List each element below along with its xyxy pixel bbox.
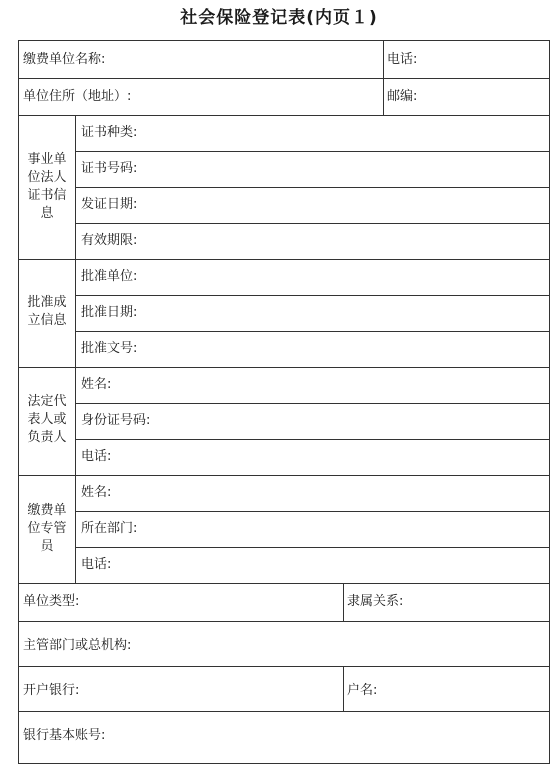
address-label: 单位住所（地址）:: [23, 89, 132, 104]
postcode-label: 邮编:: [387, 89, 418, 104]
registration-form: [18, 40, 550, 764]
approval-doc-label: 批准文号:: [81, 341, 138, 356]
account-name-label: 户名:: [347, 683, 378, 698]
validity-label: 有效期限:: [81, 233, 138, 248]
form-title: 社会保险登记表(内页１): [180, 8, 378, 28]
supervisor-label: 主管部门或总机构:: [23, 638, 132, 653]
cert-type-label: 证书种类:: [81, 125, 138, 140]
representative-group-label: 法定代表人或负责人: [27, 394, 67, 445]
affiliation-label: 隶属关系:: [347, 594, 404, 609]
unit-name-label: 缴费单位名称:: [23, 52, 106, 67]
approval-date-label: 批准日期:: [81, 305, 138, 320]
approval-unit-label: 批准单位:: [81, 269, 138, 284]
staff-phone-label: 电话:: [81, 557, 112, 572]
staff-group-label: 缴费单位专管员: [27, 503, 67, 554]
bank-label: 开户银行:: [23, 683, 80, 698]
approval-group-label: 批准成立信息: [27, 295, 67, 328]
issue-date-label: 发证日期:: [81, 197, 138, 212]
rep-name-label: 姓名:: [81, 377, 112, 392]
bank-account-label: 银行基本账号:: [23, 728, 106, 743]
rep-phone-label: 电话:: [81, 449, 112, 464]
phone-label: 电话:: [387, 52, 418, 67]
legal-cert-group-label: 事业单位法人证书信息: [27, 152, 67, 221]
rep-id-label: 身份证号码:: [81, 413, 151, 428]
cert-number-label: 证书号码:: [81, 161, 138, 176]
staff-name-label: 姓名:: [81, 485, 112, 500]
staff-dept-label: 所在部门:: [81, 521, 138, 536]
unit-type-label: 单位类型:: [23, 594, 80, 609]
